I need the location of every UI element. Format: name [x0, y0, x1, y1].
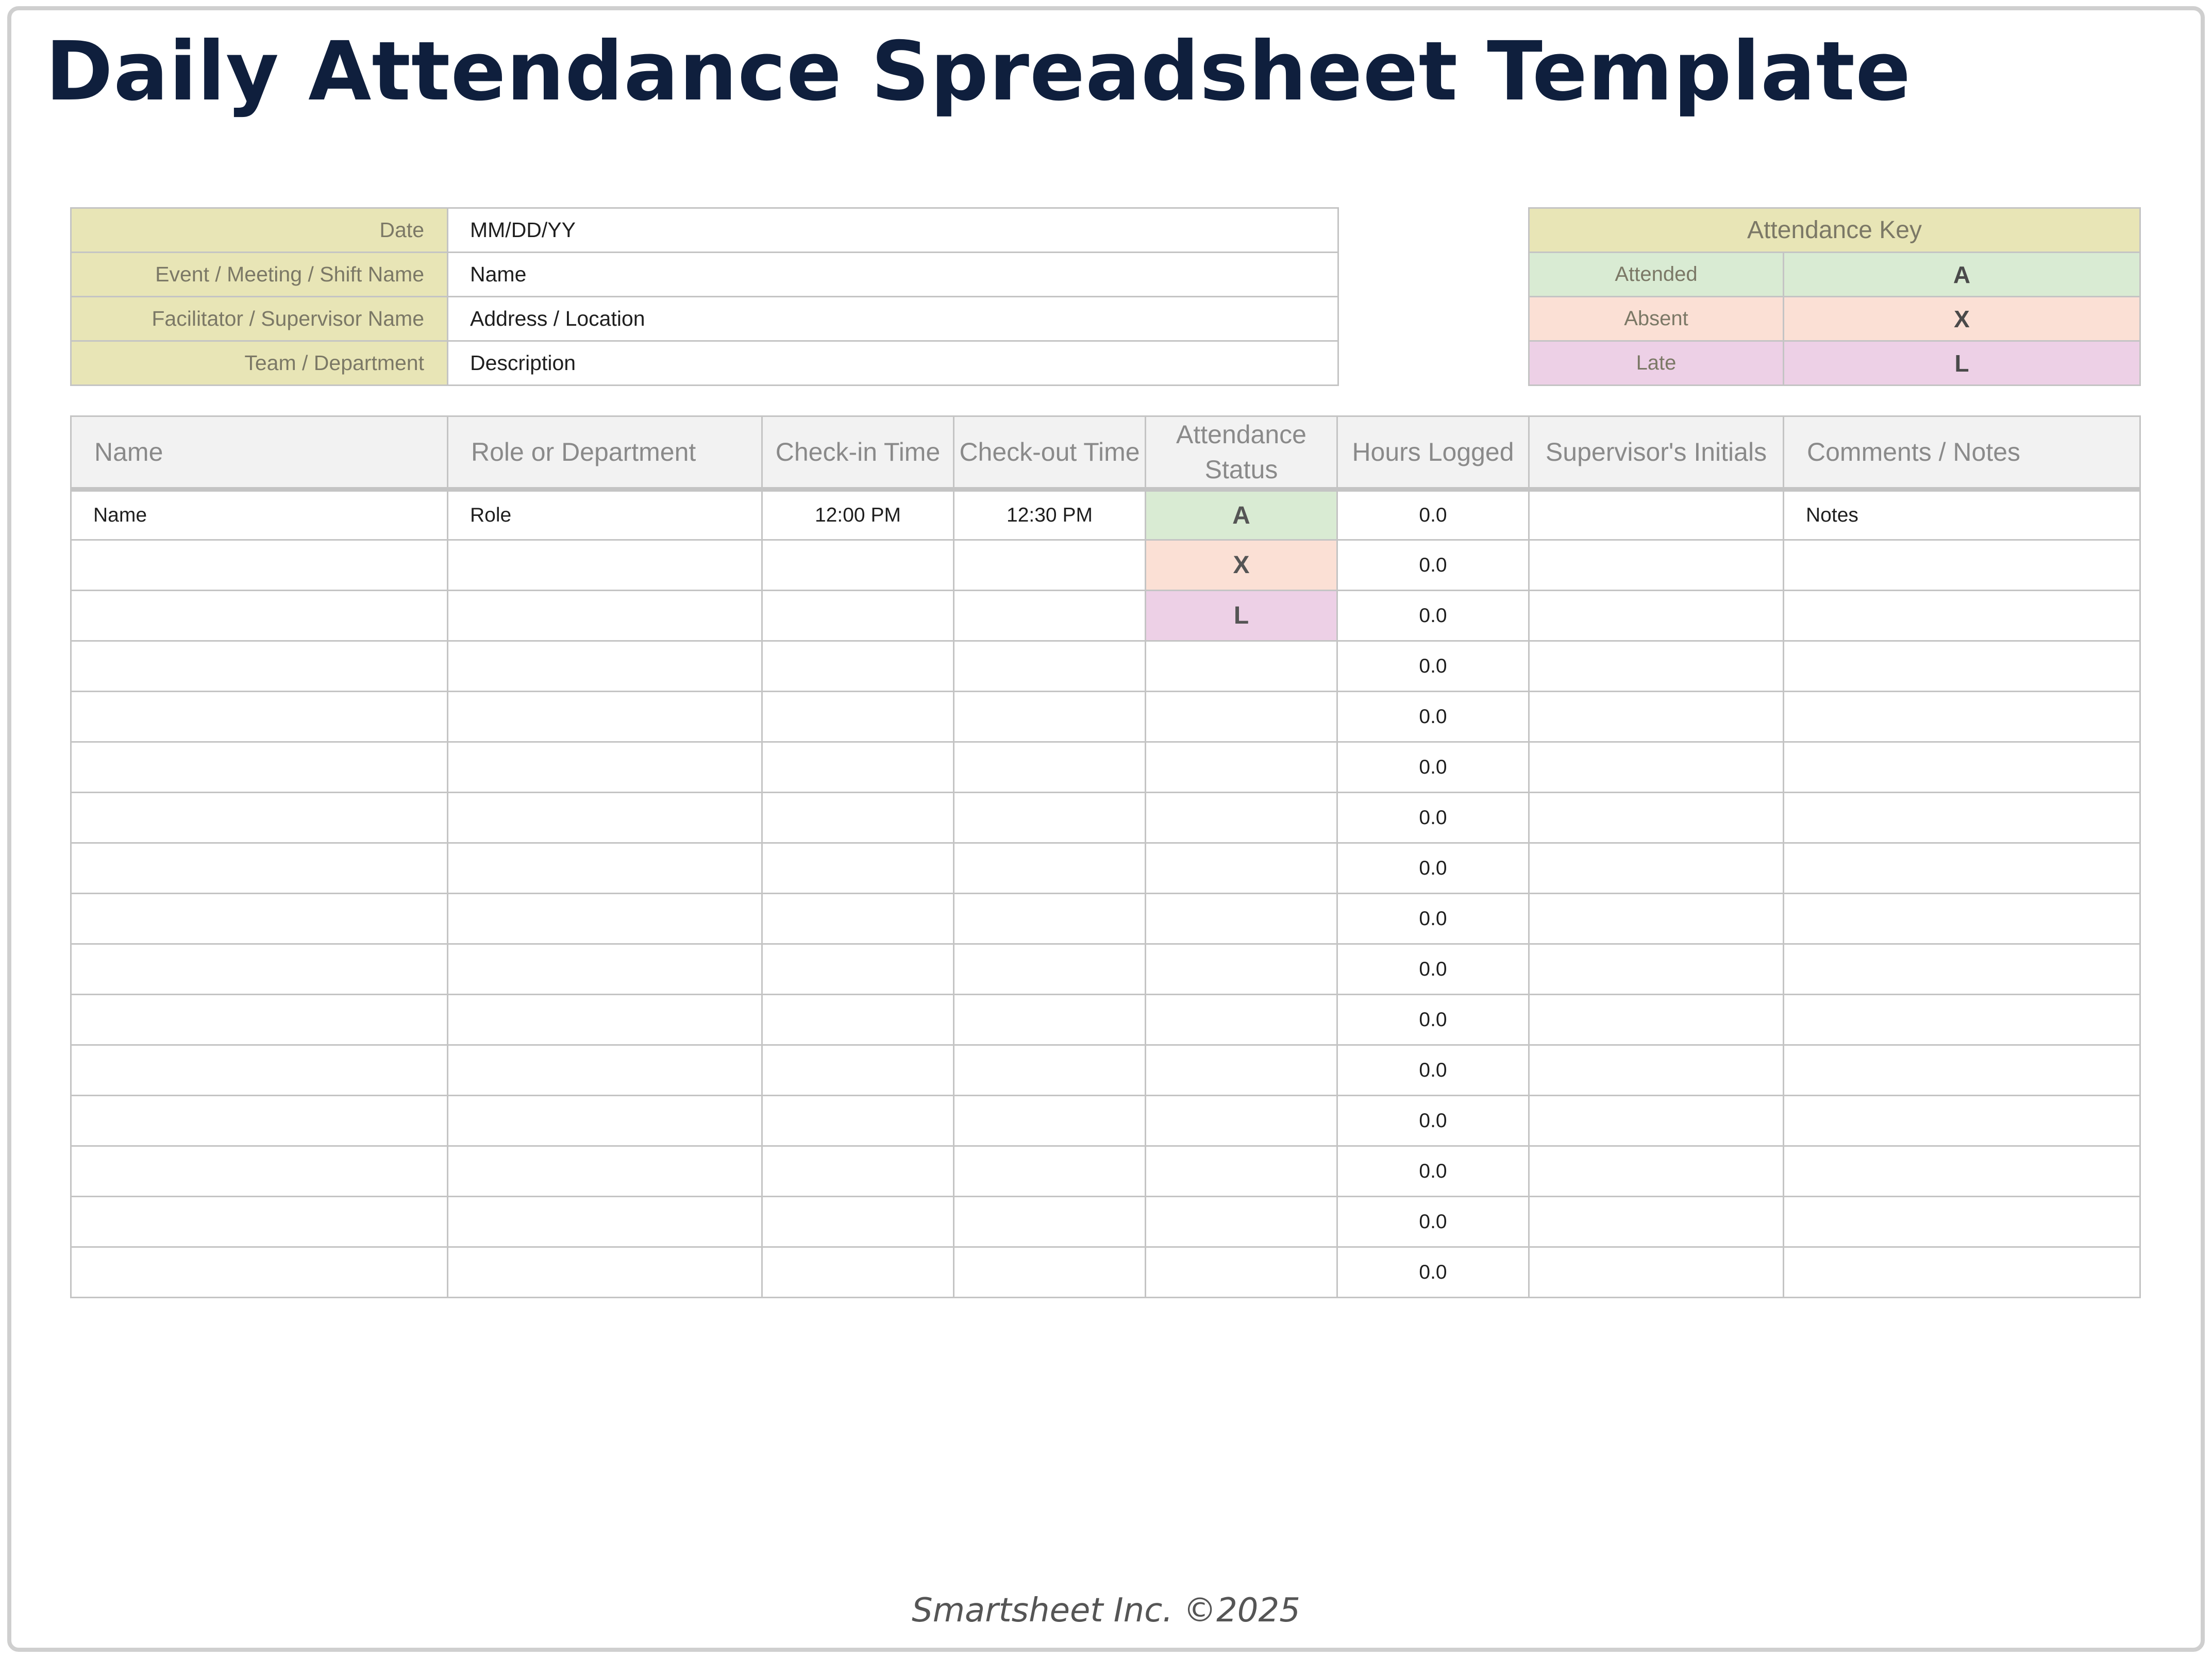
- page-title: Daily Attendance Spreadsheet Template: [45, 24, 1912, 119]
- status-cell[interactable]: [1146, 641, 1337, 692]
- checkout-cell[interactable]: [954, 1247, 1146, 1298]
- role-cell[interactable]: [448, 995, 762, 1045]
- checkout-cell[interactable]: [954, 641, 1146, 692]
- initials-cell[interactable]: [1529, 944, 1784, 995]
- hours-cell[interactable]: 0.0: [1337, 591, 1529, 641]
- table-row: [71, 1197, 2140, 1247]
- checkin-cell[interactable]: [762, 1096, 954, 1146]
- attendance-table: [70, 415, 2141, 1298]
- status-cell[interactable]: [1146, 1045, 1337, 1096]
- table-row: [71, 641, 2140, 692]
- key-header-row: [1529, 208, 2140, 253]
- notes-cell[interactable]: [1784, 1247, 2140, 1298]
- notes-cell[interactable]: [1784, 1197, 2140, 1247]
- checkin-cell[interactable]: [762, 540, 954, 591]
- status-cell[interactable]: [1146, 944, 1337, 995]
- attendance-rows: [71, 490, 2140, 1298]
- checkout-cell[interactable]: [954, 1096, 1146, 1146]
- name-cell[interactable]: [71, 995, 448, 1045]
- header-notes: Comments / Notes: [1784, 416, 2140, 490]
- date-label: Date: [71, 208, 448, 253]
- table-row: [71, 894, 2140, 944]
- checkout-cell[interactable]: [954, 843, 1146, 894]
- name-cell[interactable]: [71, 1197, 448, 1247]
- notes-cell[interactable]: Notes: [1784, 490, 2140, 540]
- hours-cell[interactable]: 0.0: [1337, 641, 1529, 692]
- notes-cell[interactable]: [1784, 944, 2140, 995]
- hours-cell[interactable]: 0.0: [1337, 894, 1529, 944]
- initials-cell[interactable]: [1529, 1096, 1784, 1146]
- hours-cell[interactable]: 0.0: [1337, 692, 1529, 742]
- status-cell[interactable]: [1146, 1197, 1337, 1247]
- hours-cell[interactable]: 0.0: [1337, 490, 1529, 540]
- role-cell[interactable]: [448, 742, 762, 793]
- initials-cell[interactable]: [1529, 540, 1784, 591]
- checkin-cell[interactable]: [762, 591, 954, 641]
- name-cell[interactable]: [71, 1146, 448, 1197]
- role-cell[interactable]: [448, 692, 762, 742]
- table-row: [71, 591, 2140, 641]
- checkin-cell[interactable]: [762, 894, 954, 944]
- key-row-attended: [1529, 253, 2140, 297]
- checkout-cell[interactable]: [954, 1045, 1146, 1096]
- checkin-cell[interactable]: [762, 1247, 954, 1298]
- role-cell[interactable]: [448, 1146, 762, 1197]
- attendance-key-title: Attendance Key: [1529, 208, 2140, 253]
- checkout-cell[interactable]: [954, 692, 1146, 742]
- checkin-cell[interactable]: [762, 1146, 954, 1197]
- header-initials: Supervisor's Initials: [1529, 416, 1784, 490]
- checkout-cell[interactable]: 12:30 PM: [954, 490, 1146, 540]
- info-row-event: [71, 253, 1338, 297]
- notes-cell[interactable]: [1784, 540, 2140, 591]
- checkout-cell[interactable]: [954, 742, 1146, 793]
- key-late-label: Late: [1529, 341, 1784, 386]
- initials-cell[interactable]: [1529, 1045, 1784, 1096]
- hours-cell[interactable]: 0.0: [1337, 742, 1529, 793]
- attendance-key-table: [1528, 207, 2141, 386]
- hours-cell[interactable]: 0.0: [1337, 1197, 1529, 1247]
- checkout-cell[interactable]: [954, 894, 1146, 944]
- name-cell[interactable]: [71, 591, 448, 641]
- status-cell[interactable]: [1146, 1247, 1337, 1298]
- initials-cell[interactable]: [1529, 641, 1784, 692]
- team-label: Team / Department: [71, 341, 448, 386]
- table-row: [71, 1096, 2140, 1146]
- key-absent-code: X: [1784, 297, 2140, 341]
- checkin-cell[interactable]: [762, 641, 954, 692]
- info-row-date: [71, 208, 1338, 253]
- team-field[interactable]: Description: [448, 341, 1338, 386]
- name-cell[interactable]: [71, 742, 448, 793]
- initials-cell[interactable]: [1529, 591, 1784, 641]
- notes-cell[interactable]: [1784, 843, 2140, 894]
- key-row-absent: [1529, 297, 2140, 341]
- header-checkout: Check-out Time: [954, 416, 1146, 490]
- checkin-cell[interactable]: [762, 995, 954, 1045]
- name-cell[interactable]: [71, 540, 448, 591]
- hours-cell[interactable]: 0.0: [1337, 995, 1529, 1045]
- status-cell[interactable]: A: [1146, 490, 1337, 540]
- event-info-table: [70, 207, 1339, 386]
- notes-cell[interactable]: [1784, 995, 2140, 1045]
- table-row: [71, 1045, 2140, 1096]
- name-cell[interactable]: [71, 641, 448, 692]
- name-cell[interactable]: [71, 1045, 448, 1096]
- initials-cell[interactable]: [1529, 490, 1784, 540]
- name-cell[interactable]: [71, 944, 448, 995]
- status-cell[interactable]: [1146, 894, 1337, 944]
- key-absent-label: Absent: [1529, 297, 1784, 341]
- hours-cell[interactable]: 0.0: [1337, 944, 1529, 995]
- checkin-cell[interactable]: [762, 692, 954, 742]
- status-cell[interactable]: [1146, 995, 1337, 1045]
- copyright-footer: Smartsheet Inc. ©2025: [912, 1592, 1300, 1630]
- table-row: [71, 793, 2140, 843]
- header-status: Attendance Status: [1146, 416, 1337, 490]
- name-cell[interactable]: [71, 843, 448, 894]
- initials-cell[interactable]: [1529, 995, 1784, 1045]
- notes-cell[interactable]: [1784, 692, 2140, 742]
- role-cell[interactable]: [448, 843, 762, 894]
- checkout-cell[interactable]: [954, 540, 1146, 591]
- status-cell[interactable]: [1146, 742, 1337, 793]
- checkin-cell[interactable]: [762, 1197, 954, 1247]
- checkout-cell[interactable]: [954, 1146, 1146, 1197]
- checkin-cell[interactable]: [762, 1045, 954, 1096]
- notes-cell[interactable]: [1784, 641, 2140, 692]
- checkout-cell[interactable]: [954, 793, 1146, 843]
- initials-cell[interactable]: [1529, 1146, 1784, 1197]
- table-row: [71, 742, 2140, 793]
- status-cell[interactable]: L: [1146, 591, 1337, 641]
- table-row: [71, 490, 2140, 540]
- role-cell[interactable]: [448, 641, 762, 692]
- initials-cell[interactable]: [1529, 1247, 1784, 1298]
- notes-cell[interactable]: [1784, 793, 2140, 843]
- checkin-cell[interactable]: [762, 843, 954, 894]
- hours-cell[interactable]: 0.0: [1337, 843, 1529, 894]
- checkout-cell[interactable]: [954, 995, 1146, 1045]
- table-row: [71, 944, 2140, 995]
- name-cell[interactable]: Name: [71, 490, 448, 540]
- hours-cell[interactable]: 0.0: [1337, 1045, 1529, 1096]
- key-row-late: [1529, 341, 2140, 386]
- status-cell[interactable]: [1146, 1096, 1337, 1146]
- event-name-label: Event / Meeting / Shift Name: [71, 253, 448, 297]
- role-cell[interactable]: [448, 1247, 762, 1298]
- role-cell[interactable]: [448, 1045, 762, 1096]
- role-cell[interactable]: [448, 1197, 762, 1247]
- notes-cell[interactable]: [1784, 1045, 2140, 1096]
- name-cell[interactable]: [71, 1247, 448, 1298]
- role-cell[interactable]: [448, 591, 762, 641]
- role-cell[interactable]: [448, 894, 762, 944]
- hours-cell[interactable]: 0.0: [1337, 540, 1529, 591]
- role-cell[interactable]: Role: [448, 490, 762, 540]
- header-checkin: Check-in Time: [762, 416, 954, 490]
- facilitator-label: Facilitator / Supervisor Name: [71, 297, 448, 341]
- name-cell[interactable]: [71, 1096, 448, 1146]
- key-late-code: L: [1784, 341, 2140, 386]
- notes-cell[interactable]: [1784, 894, 2140, 944]
- table-row: [71, 843, 2140, 894]
- role-cell[interactable]: [448, 793, 762, 843]
- table-row: [71, 995, 2140, 1045]
- status-cell[interactable]: [1146, 793, 1337, 843]
- status-cell[interactable]: [1146, 843, 1337, 894]
- key-attended-label: Attended: [1529, 253, 1784, 297]
- checkout-cell[interactable]: [954, 944, 1146, 995]
- notes-cell[interactable]: [1784, 742, 2140, 793]
- date-field[interactable]: MM/DD/YY: [448, 208, 1338, 253]
- name-cell[interactable]: [71, 692, 448, 742]
- hours-cell[interactable]: 0.0: [1337, 793, 1529, 843]
- role-cell[interactable]: [448, 1096, 762, 1146]
- table-row: [71, 1247, 2140, 1298]
- table-header-row: [71, 416, 2140, 490]
- hours-cell[interactable]: 0.0: [1337, 1096, 1529, 1146]
- initials-cell[interactable]: [1529, 742, 1784, 793]
- initials-cell[interactable]: [1529, 1197, 1784, 1247]
- name-cell[interactable]: [71, 894, 448, 944]
- info-row-facilitator: [71, 297, 1338, 341]
- role-cell[interactable]: [448, 944, 762, 995]
- hours-cell[interactable]: 0.0: [1337, 1247, 1529, 1298]
- checkin-cell[interactable]: 12:00 PM: [762, 490, 954, 540]
- checkout-cell[interactable]: [954, 591, 1146, 641]
- table-row: [71, 1146, 2140, 1197]
- hours-cell[interactable]: 0.0: [1337, 1146, 1529, 1197]
- name-cell[interactable]: [71, 793, 448, 843]
- checkout-cell[interactable]: [954, 1197, 1146, 1247]
- table-row: [71, 540, 2140, 591]
- checkin-cell[interactable]: [762, 944, 954, 995]
- facilitator-field[interactable]: Address / Location: [448, 297, 1338, 341]
- notes-cell[interactable]: [1784, 1096, 2140, 1146]
- header-name: Name: [71, 416, 448, 490]
- notes-cell[interactable]: [1784, 1146, 2140, 1197]
- notes-cell[interactable]: [1784, 591, 2140, 641]
- checkin-cell[interactable]: [762, 742, 954, 793]
- initials-cell[interactable]: [1529, 843, 1784, 894]
- table-row: [71, 692, 2140, 742]
- header-role: Role or Department: [448, 416, 762, 490]
- status-cell[interactable]: [1146, 1146, 1337, 1197]
- status-cell[interactable]: X: [1146, 540, 1337, 591]
- header-hours: Hours Logged: [1337, 416, 1529, 490]
- event-name-field[interactable]: Name: [448, 253, 1338, 297]
- initials-cell[interactable]: [1529, 692, 1784, 742]
- initials-cell[interactable]: [1529, 793, 1784, 843]
- status-cell[interactable]: [1146, 692, 1337, 742]
- checkin-cell[interactable]: [762, 793, 954, 843]
- info-row-team: [71, 341, 1338, 386]
- role-cell[interactable]: [448, 540, 762, 591]
- key-attended-code: A: [1784, 253, 2140, 297]
- initials-cell[interactable]: [1529, 894, 1784, 944]
